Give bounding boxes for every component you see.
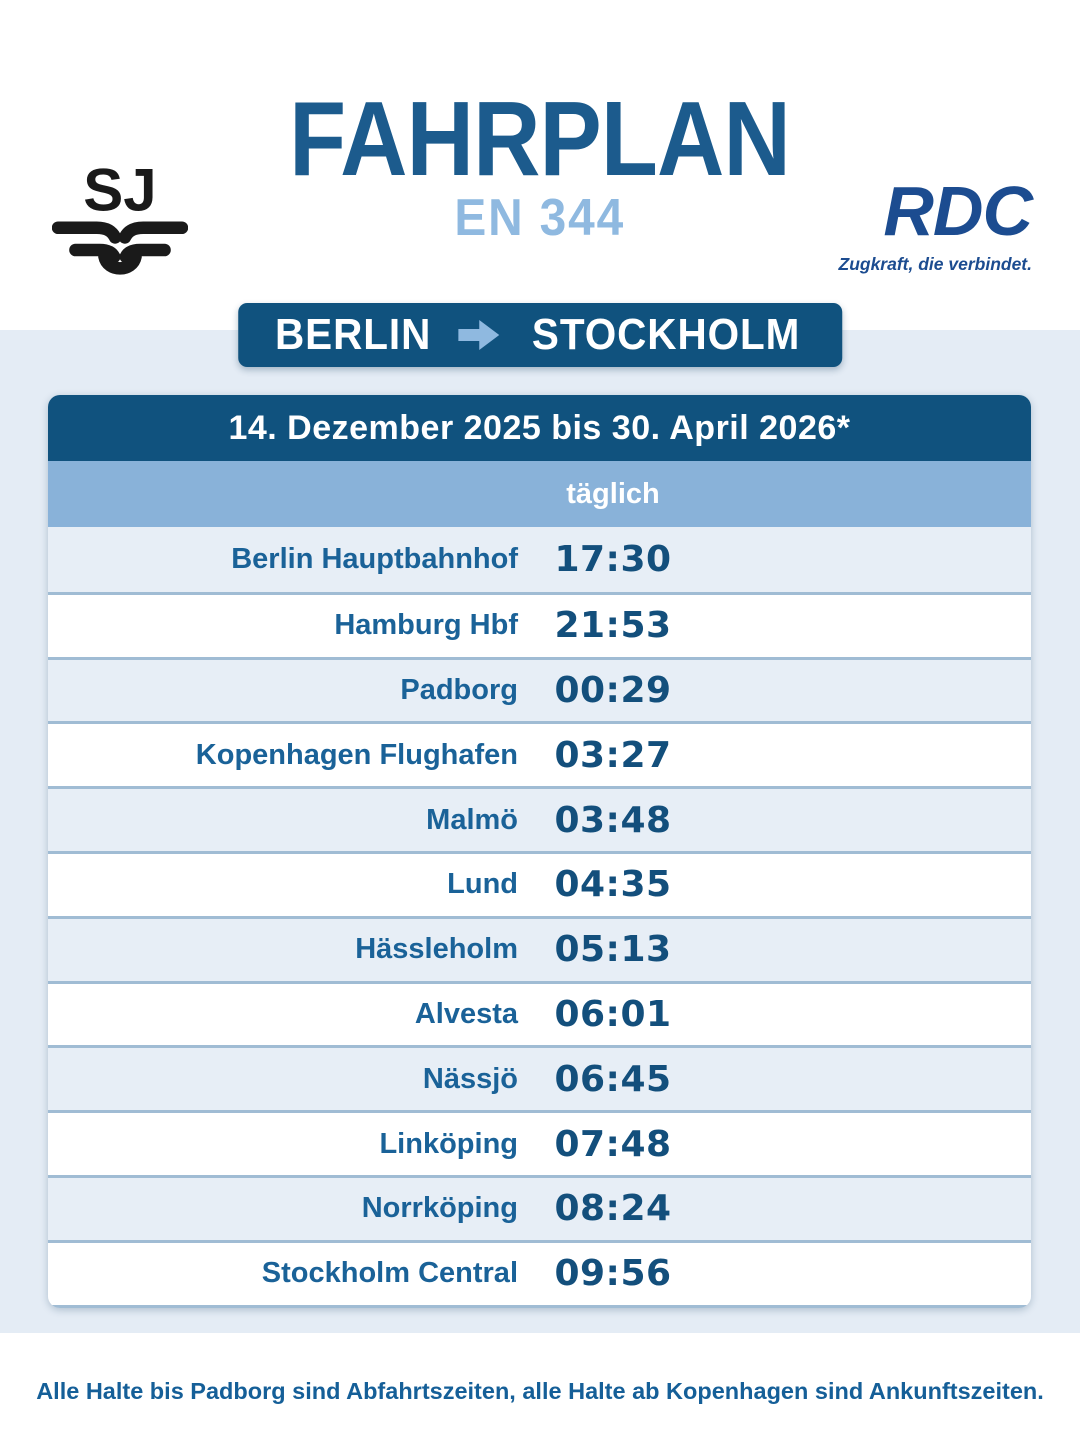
station-name: Malmö: [426, 803, 518, 836]
page-title: FAHRPLAN: [289, 80, 791, 198]
timetable-row: [48, 1240, 1031, 1305]
route-banner: [238, 303, 842, 367]
station-name: Kopenhagen Flughafen: [195, 738, 518, 771]
timetable-row: [48, 1110, 1031, 1175]
timetable-card: [48, 395, 1031, 1308]
timetable-row: [48, 527, 1031, 592]
timetable-row: [48, 981, 1031, 1046]
route-destination: STOCKHOLM: [531, 310, 801, 359]
timetable-row: [48, 1045, 1031, 1110]
card-bottom-divider: [48, 1305, 1031, 1308]
station-name: Hamburg Hbf: [334, 609, 518, 642]
stop-time: 06:45: [554, 1058, 672, 1100]
validity-header: 14. Dezember 2025 bis 30. April 2026*: [48, 395, 1031, 461]
timetable-row: [48, 916, 1031, 981]
timetable-row: [48, 721, 1031, 786]
stop-time: 17:30: [554, 538, 672, 580]
station-name: Hässleholm: [355, 933, 518, 966]
rdc-tagline: Zugkraft, die verbindet.: [838, 254, 1032, 274]
timetable-row: [48, 592, 1031, 657]
timetable-row: [48, 851, 1031, 916]
timetable-row: [48, 1175, 1031, 1240]
arrow-right-icon: [458, 318, 500, 352]
stop-time: 07:48: [554, 1123, 672, 1165]
stop-time: 03:27: [554, 734, 672, 776]
timetable-row: [48, 657, 1031, 722]
stop-time: 03:48: [554, 799, 672, 841]
station-name: Linköping: [379, 1127, 518, 1160]
timetable-rows: [48, 527, 1031, 1305]
station-name: Stockholm Central: [261, 1257, 518, 1290]
station-name: Alvesta: [414, 997, 518, 1030]
stop-time: 00:29: [554, 669, 672, 711]
station-name: Nässjö: [422, 1062, 518, 1095]
stop-time: 08:24: [554, 1188, 672, 1230]
timetable-row: [48, 786, 1031, 851]
stop-time: 06:01: [554, 993, 672, 1035]
footnote: Alle Halte bis Padborg sind Abfahrtszeiten, alle Halte ab Kopenhagen sind Ankunftszeiten.: [36, 1378, 1044, 1404]
rdc-logo-text: RDC: [883, 172, 1032, 250]
station-name: Padborg: [400, 673, 518, 706]
rdc-logo: [772, 172, 1032, 275]
sj-logo-text: SJ: [83, 160, 157, 224]
station-name: Lund: [447, 868, 518, 901]
stop-time: 05:13: [554, 929, 672, 971]
train-number: EN 344: [454, 189, 626, 247]
stop-time: 09:56: [554, 1253, 672, 1295]
station-name: Norrköping: [361, 1192, 518, 1225]
frequency-header-band: [48, 461, 1031, 527]
stop-time: 04:35: [554, 864, 672, 906]
stop-time: 21:53: [554, 605, 672, 647]
route-origin: BERLIN: [275, 310, 432, 359]
frequency-label: täglich: [566, 477, 660, 510]
station-name: Berlin Hauptbahnhof: [231, 542, 518, 575]
